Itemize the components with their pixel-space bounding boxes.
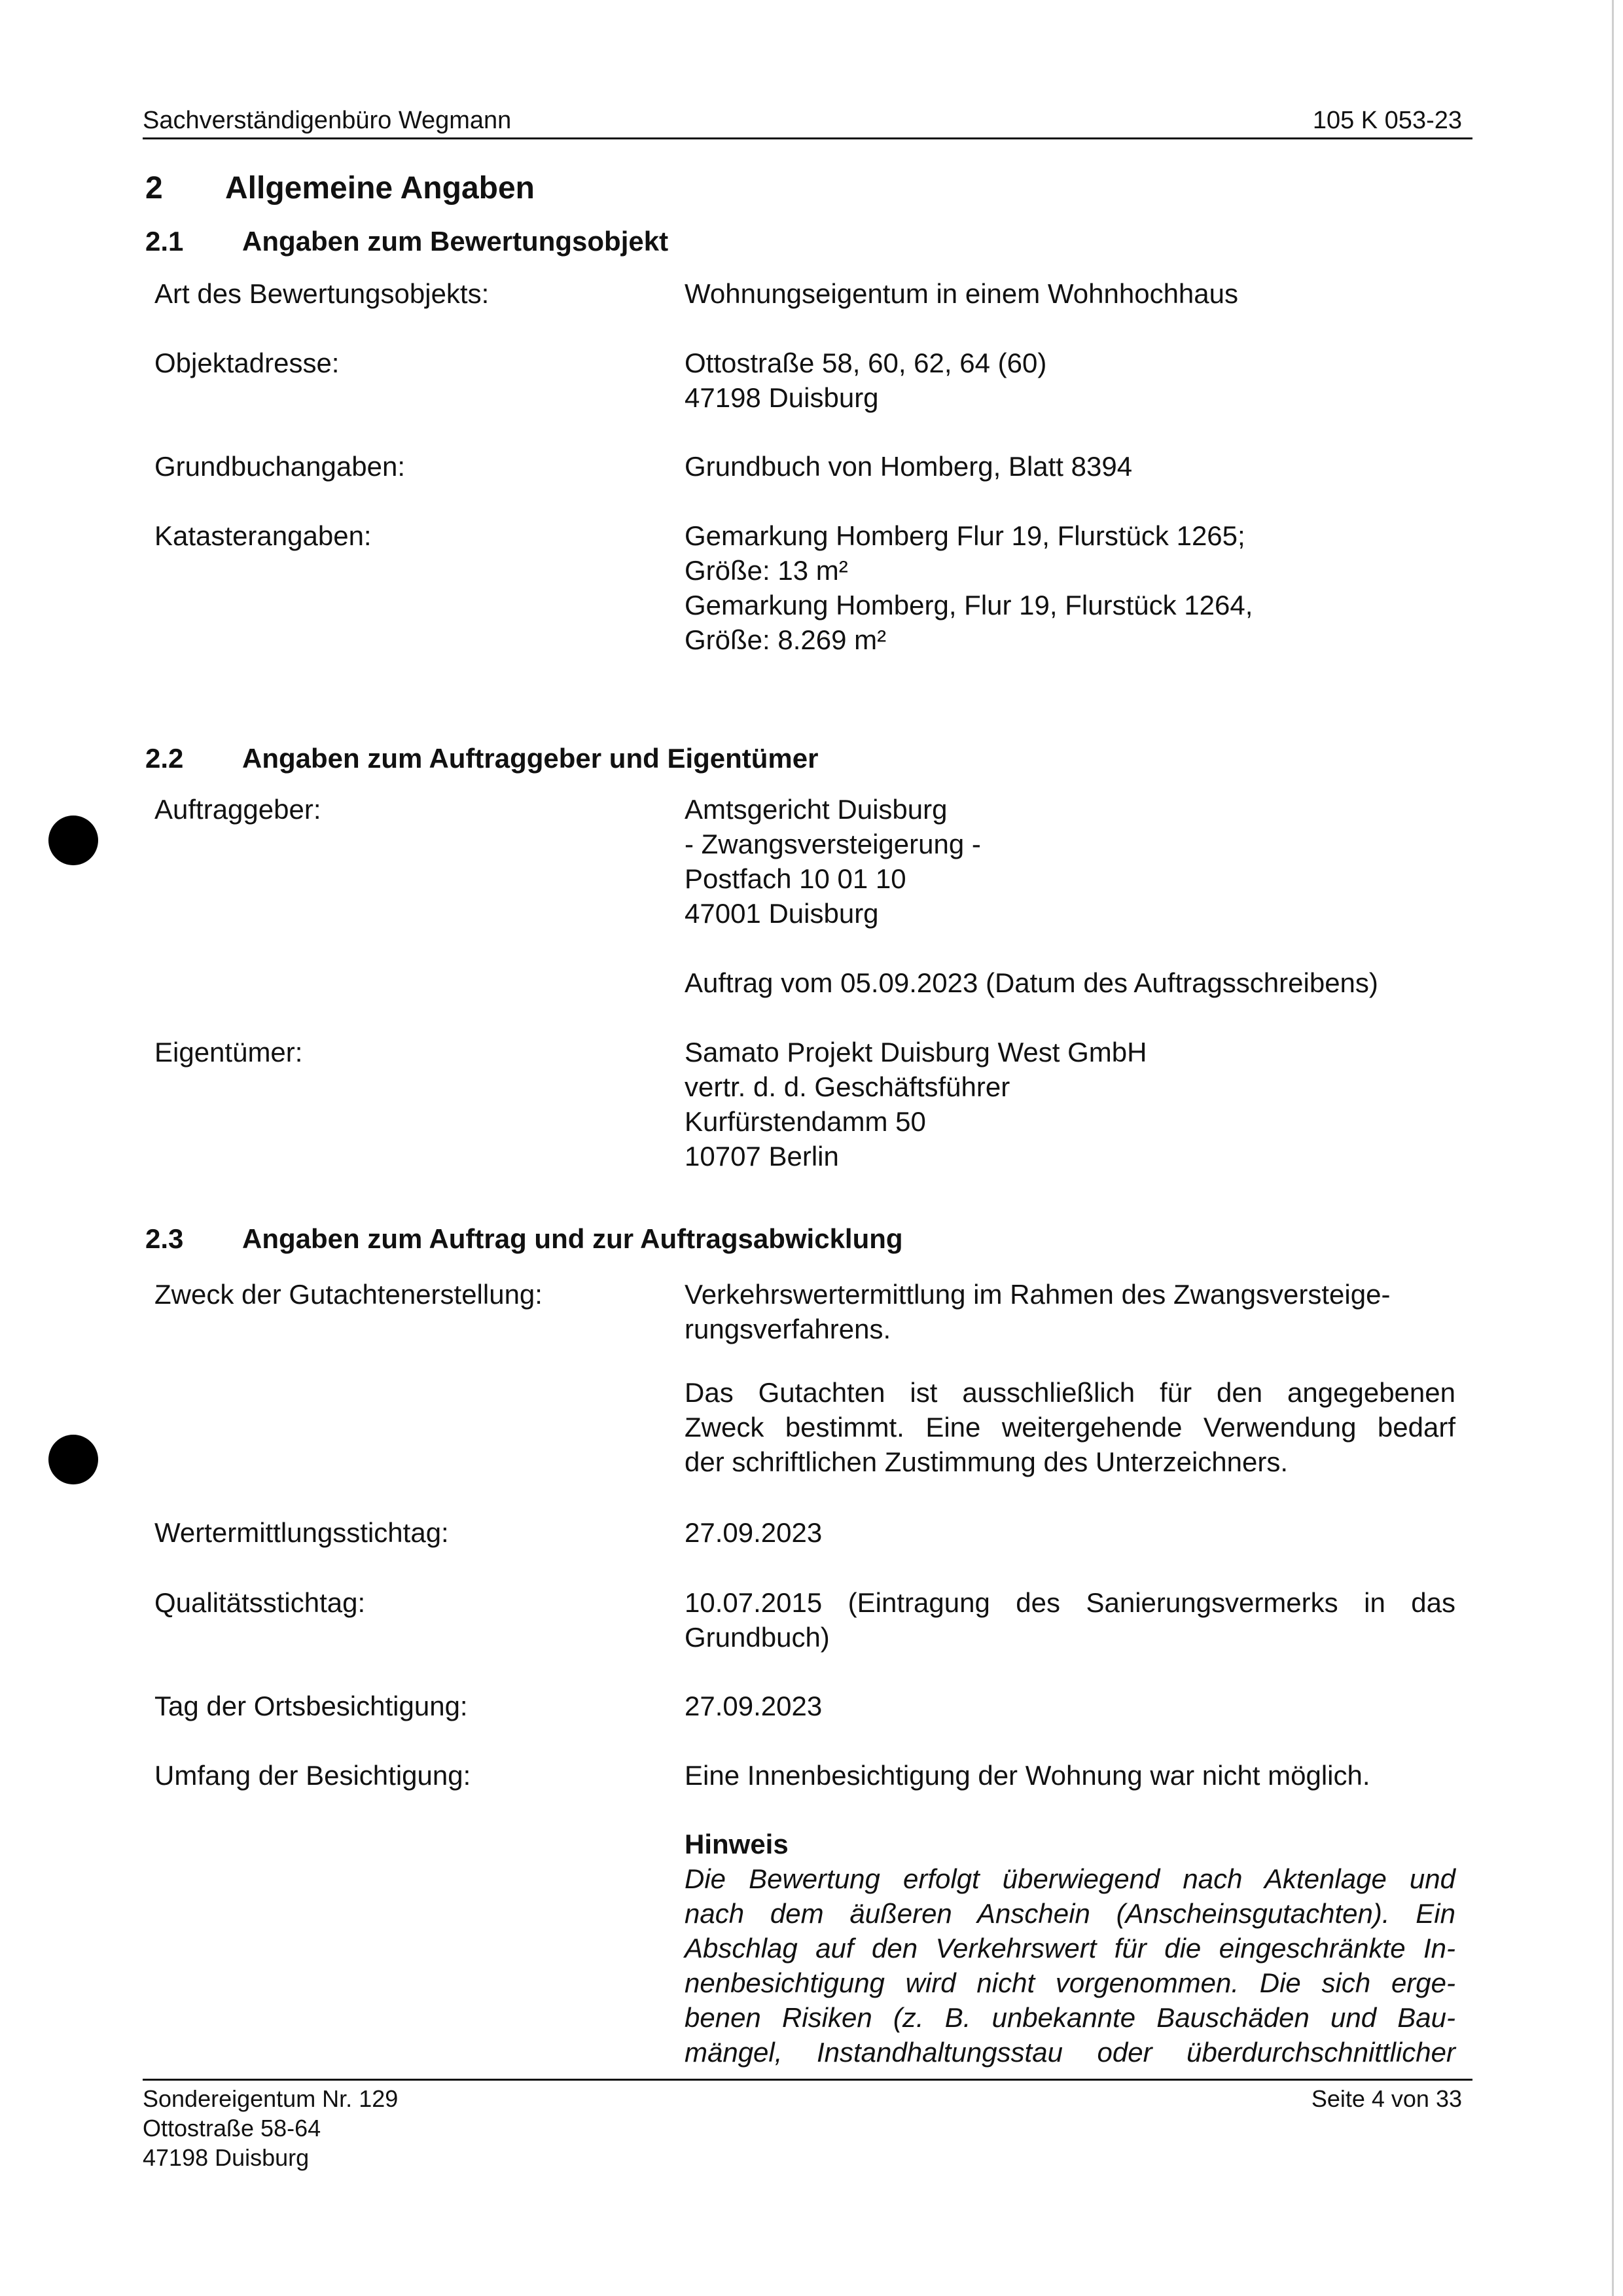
subsection-number: 2.2 (145, 743, 184, 774)
hinweis-block (685, 1827, 1455, 2070)
value-line: Größe: 13 m² (685, 555, 848, 586)
value-line: Größe: 8.269 m² (685, 624, 887, 655)
hinweis-title: Hinweis (685, 1829, 789, 1859)
header-file-number: 105 K 053-23 (1312, 107, 1462, 134)
value-line: Eine Innenbesichtigung der Wohnung war nicht möglich. (685, 1760, 1370, 1791)
value-line: Ottostraße 58, 60, 62, 64 (60) (685, 348, 1047, 378)
hinweis-line: nenbesichtigung wird nicht vorgenommen. Die sich erge- (685, 1967, 1455, 1998)
value-line: der schriftlichen Zustimmung des Unterzeichners. (685, 1446, 1289, 1477)
field-value (685, 1758, 1455, 1793)
section-heading (145, 169, 1323, 208)
subsection-number: 2.1 (145, 226, 184, 257)
field-value (685, 518, 1455, 657)
subsection-title: Angaben zum Auftraggeber und Eigentümer (242, 743, 819, 774)
field-value (685, 276, 1455, 311)
value-line: Das Gutachten ist ausschließlich für den angegebenen (685, 1377, 1455, 1408)
footer-line: Sondereigentum Nr. 129 (143, 2085, 399, 2112)
value-line: 10707 Berlin (685, 1141, 839, 1172)
subsection-heading-2-3 (145, 1221, 1323, 1257)
field-value (685, 1515, 1455, 1550)
punch-hole (48, 816, 98, 865)
value-line: Gemarkung Homberg, Flur 19, Flurstück 1264, (685, 590, 1253, 620)
hinweis-line: Abschlag auf den Verkehrswert für die eingeschränkte In- (685, 1933, 1455, 1964)
value-line: Grundbuch) (685, 1622, 830, 1653)
subsection-heading-2-1 (145, 224, 1323, 259)
field-value (685, 346, 1455, 415)
value-line: Verkehrswertermittlung im Rahmen des Zwangsversteige- (685, 1279, 1391, 1310)
field-value (685, 449, 1455, 484)
value-line: 27.09.2023 (685, 1691, 823, 1721)
header-rule (143, 137, 1472, 139)
field-value (685, 1035, 1455, 1174)
value-line: rungsverfahrens. (685, 1314, 891, 1344)
value-line: 47198 Duisburg (685, 382, 879, 413)
page-number: Seite 4 von 33 (1311, 2085, 1462, 2112)
field-label: Tag der Ortsbesichtigung: (154, 1691, 468, 1721)
value-line: 10.07.2015 (Eintragung des Sanierungsvermerks in das (685, 1587, 1455, 1618)
hinweis-line: benen Risiken (z. B. unbekannte Bauschäden und Bau- (685, 2002, 1455, 2033)
field-label: Qualitätsstichtag: (154, 1587, 366, 1618)
footer-rule (143, 2079, 1472, 2081)
value-line: Amtsgericht Duisburg (685, 794, 948, 825)
subsection-title: Angaben zum Auftrag und zur Auftragsabwicklung (242, 1223, 903, 1254)
value-line: Kurfürstendamm 50 (685, 1106, 926, 1137)
field-label: Objektadresse: (154, 348, 340, 378)
value-line: - Zwangsversteigerung - (685, 829, 981, 859)
field-label: Wertermittlungsstichtag: (154, 1517, 449, 1548)
subsection-number: 2.3 (145, 1223, 184, 1254)
field-value (685, 1585, 1455, 1655)
footer-address (143, 2084, 398, 2172)
field-value (685, 792, 1455, 931)
value-line: Zweck bestimmt. Eine weitergehende Verwendung bedarf (685, 1412, 1455, 1443)
value-line: Samato Projekt Duisburg West GmbH (685, 1037, 1147, 1067)
purpose-paragraph (685, 1375, 1455, 1479)
hinweis-line: mängel, Instandhaltungsstau oder überdurchschnittlicher (685, 2037, 1455, 2068)
field-value (685, 1277, 1455, 1346)
footer-line: Ottostraße 58-64 (143, 2115, 321, 2142)
header-office-name: Sachverständigenbüro Wegmann (143, 107, 512, 134)
field-label: Eigentümer: (154, 1037, 303, 1067)
value-line: Grundbuch von Homberg, Blatt 8394 (685, 451, 1133, 482)
value-line: vertr. d. d. Geschäftsführer (685, 1071, 1010, 1102)
value-line: Auftrag vom 05.09.2023 (Datum des Auftragsschreibens) (685, 967, 1378, 998)
field-label: Grundbuchangaben: (154, 451, 405, 482)
value-line: 27.09.2023 (685, 1517, 823, 1548)
field-label: Zweck der Gutachtenerstellung: (154, 1279, 543, 1310)
field-label: Auftraggeber: (154, 794, 321, 825)
footer-line: 47198 Duisburg (143, 2144, 310, 2171)
hinweis-line: nach dem äußeren Anschein (Anscheinsgutachten). Ein (685, 1898, 1455, 1929)
value-line: Wohnungseigentum in einem Wohnhochhaus (685, 278, 1239, 309)
field-label: Art des Bewertungsobjekts: (154, 278, 490, 309)
subsection-heading-2-2 (145, 741, 1323, 776)
section-number: 2 (145, 171, 163, 206)
field-value (685, 1689, 1455, 1723)
value-line: Postfach 10 01 10 (685, 863, 906, 894)
value-line: Gemarkung Homberg Flur 19, Flurstück 1265; (685, 520, 1245, 551)
field-label: Umfang der Besichtigung: (154, 1760, 471, 1791)
subsection-title: Angaben zum Bewertungsobjekt (242, 226, 669, 257)
order-date (685, 965, 1455, 1000)
scan-edge (1612, 0, 1614, 2296)
hinweis-line: Die Bewertung erfolgt überwiegend nach Aktenlage und (685, 1863, 1455, 1894)
punch-hole (48, 1435, 98, 1484)
section-title: Allgemeine Angaben (225, 171, 535, 206)
value-line: 47001 Duisburg (685, 898, 879, 929)
field-label: Katasterangaben: (154, 520, 372, 551)
